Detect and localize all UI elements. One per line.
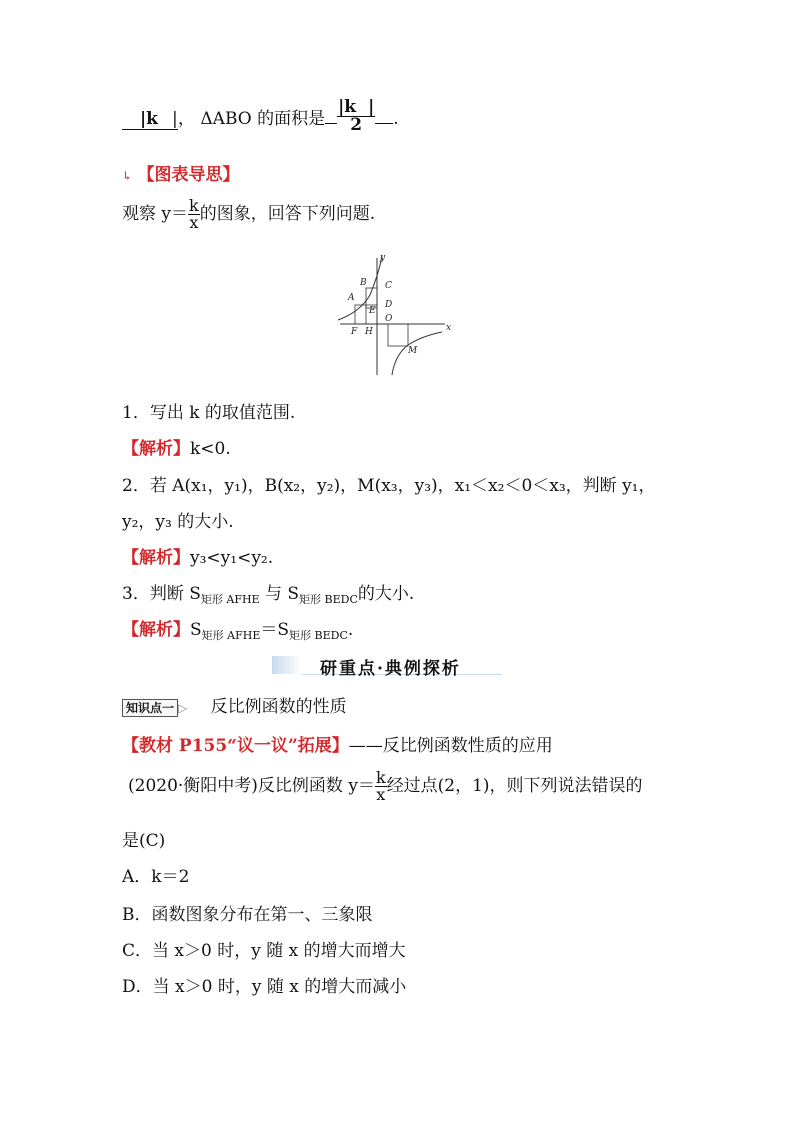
problem-fraction: $\frac{k}{x}$ — [375, 768, 386, 804]
option-c: C．当 x＞0 时，y 随 x 的增大而增大 — [122, 941, 406, 961]
option-d: D．当 x＞0 时，y 随 x 的增大而减小 — [122, 977, 407, 997]
section-banner — [272, 652, 502, 678]
guide-label: 【图表导思】 — [137, 165, 240, 185]
label-y: y — [380, 253, 386, 263]
arrow-icon: ▷ — [178, 701, 188, 715]
guide-icon: ↳ — [122, 169, 133, 183]
question-1: 1．写出 k 的取值范围. — [122, 403, 296, 423]
label-x: x — [446, 323, 452, 333]
knowledge-title: 反比例函数的性质 — [210, 697, 347, 717]
answer-blank: |k | — [122, 109, 178, 130]
label-e: E — [369, 306, 376, 316]
guide-heading — [122, 160, 239, 185]
problem-stem-cont: 是(C) — [122, 831, 166, 851]
area-fraction: $\frac{|k |}{2}$ — [338, 97, 375, 135]
question-2-cont: y₂，y₃ 的大小. — [122, 512, 234, 532]
label-c: C — [385, 281, 392, 291]
label-d: D — [385, 300, 393, 310]
label-o: O — [385, 314, 393, 324]
rect-m — [388, 324, 408, 346]
section-title: 研重点·典例探析 — [320, 659, 461, 679]
label-b: B — [360, 278, 367, 288]
answer-1: 【解析】k<0. — [122, 439, 231, 459]
knowledge-point — [122, 692, 347, 717]
question-2: 2．若 A(x₁，y₁)，B(x₂，y₂)，M(x₃，y₃)，x₁＜x₂＜0＜x₃，判断 y₁， — [122, 476, 656, 496]
area-text: ΔABO 的面积是 — [200, 109, 326, 129]
textbook-line: 【教材 P155“议一议”拓展】——反比例函数性质的应用 — [122, 736, 553, 756]
question-3: 3．判断 $S_{矩形 AFHE}$ 与 $S_{矩形 BEDC}$的大小. — [122, 584, 415, 606]
guide-intro: 观察 y＝ $\frac{k}{x}$ 的图象，回答下列问题. — [122, 196, 376, 232]
label-a: A — [348, 293, 355, 303]
label-m: M — [408, 346, 418, 356]
area-answer-line: |k |， ΔABO 的面积是 $\frac{|k |}{2}$ . — [122, 104, 399, 134]
option-a: A．k＝2 — [122, 867, 190, 887]
answer-2: 【解析】y₃<y₁<y₂. — [122, 548, 274, 568]
section-banner-icon — [272, 656, 302, 674]
hyperbola-graph — [330, 250, 460, 380]
label-h: H — [365, 327, 373, 337]
answer-3: 【解析】$S_{矩形 AFHE}=S_{矩形 BEDC}$. — [122, 620, 354, 642]
k-over-x-fraction: $\frac{k}{x}$ — [189, 196, 199, 232]
option-b: B．函数图象分布在第一、三象限 — [122, 905, 373, 925]
problem-stem: (2020·衡阳中考)反比例函数 y＝ $\frac{k}{x}$ 经过点(2，1)，则下列说法错误的 — [128, 768, 643, 804]
label-f: F — [351, 327, 358, 337]
knowledge-point-box: 知识点一 — [122, 699, 178, 717]
